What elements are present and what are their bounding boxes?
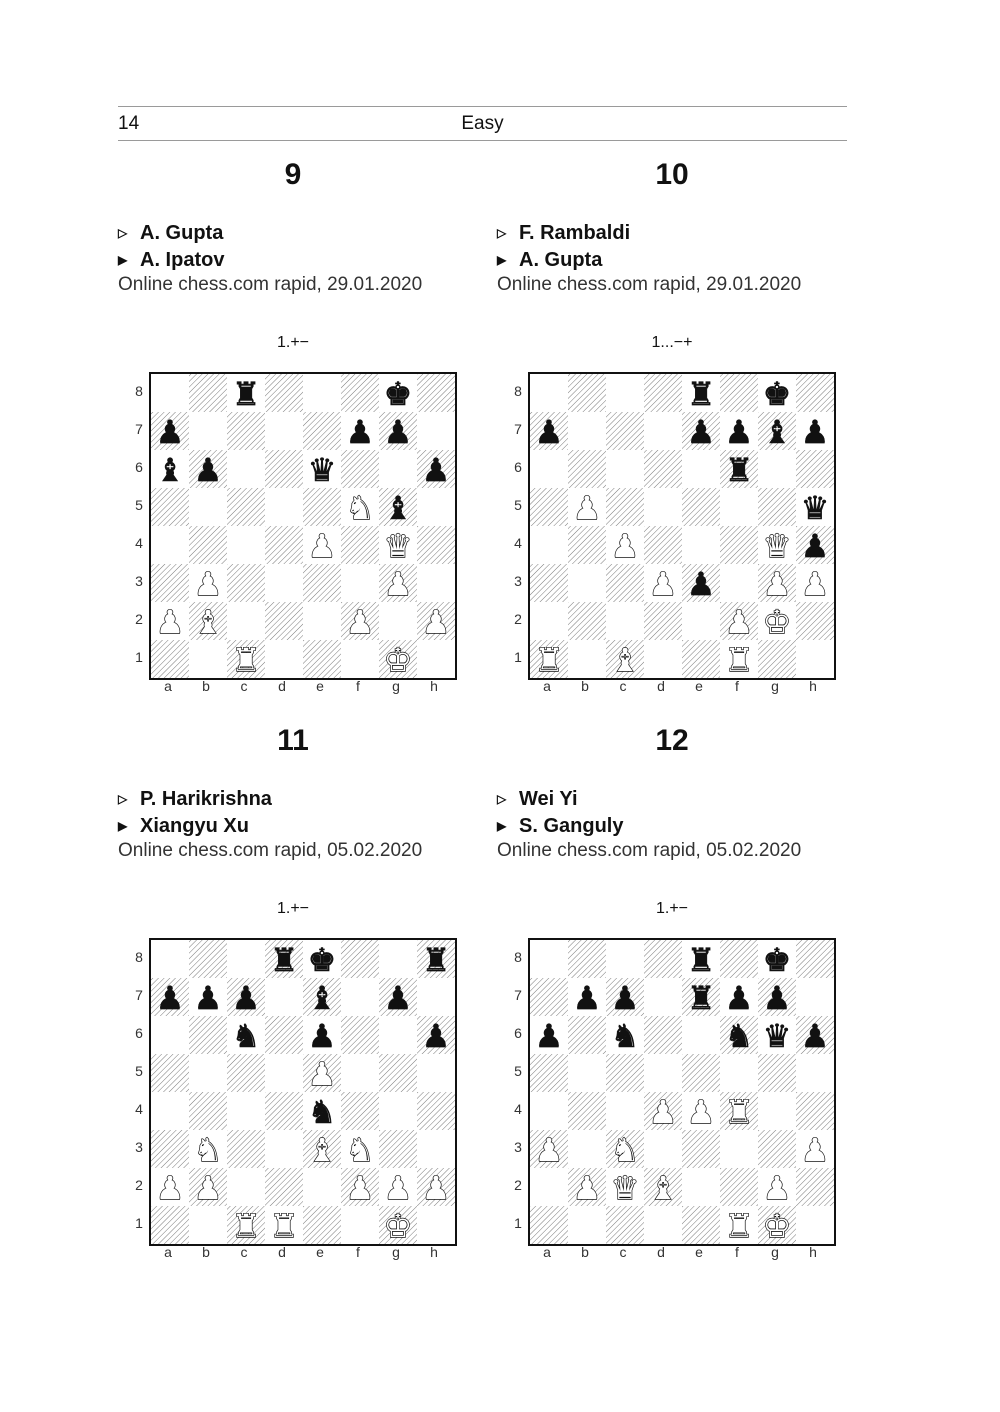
event-info: Online chess.com rapid, 29.01.2020 [497, 274, 802, 295]
dark-square [644, 602, 682, 640]
dark-square [341, 450, 379, 488]
black-knight-icon: ♞ [231, 1017, 261, 1055]
dark-square [682, 1054, 720, 1092]
rank-label: 3 [135, 573, 143, 589]
rank-label: 4 [135, 535, 143, 551]
rank-labels [511, 938, 525, 1242]
black-rook-icon: ♜ [686, 941, 716, 979]
dark-square [796, 450, 834, 488]
dark-square [189, 1092, 227, 1130]
black-pawn-icon: ♟ [345, 413, 375, 451]
rank-label: 4 [514, 1101, 522, 1117]
white-pawn-icon: ♟ [193, 565, 223, 603]
black-triangle-icon: ▶ [497, 253, 507, 267]
event-info: Online chess.com rapid, 05.02.2020 [497, 840, 802, 861]
dark-square [265, 1016, 303, 1054]
rank-label: 7 [135, 987, 143, 1003]
black-rook-icon: ♜ [686, 375, 716, 413]
dark-square [720, 940, 758, 978]
rank-label: 4 [135, 1101, 143, 1117]
rank-label: 5 [135, 1063, 143, 1079]
dark-square [796, 1092, 834, 1130]
white-pawn-icon: ♟ [421, 603, 451, 641]
dark-square [644, 526, 682, 564]
white-bishop-icon: ♝ [648, 1169, 678, 1207]
black-pawn-icon: ♟ [610, 979, 640, 1017]
file-label: f [735, 678, 739, 694]
puzzle-number: 11 [277, 724, 309, 757]
white-king-icon: ♚ [383, 1207, 413, 1244]
dark-square [303, 488, 341, 526]
dark-square [303, 412, 341, 450]
dark-square [644, 1016, 682, 1054]
evaluation: 1...−+ [651, 334, 693, 351]
black-pawn-icon: ♟ [800, 413, 830, 451]
dark-square [151, 1054, 189, 1092]
file-label: d [657, 1244, 665, 1260]
dark-square [644, 374, 682, 412]
white-pawn-icon: ♟ [648, 565, 678, 603]
white-pawn-icon: ♟ [155, 603, 185, 641]
black-bishop-icon: ♝ [762, 413, 792, 451]
file-label: f [735, 1244, 739, 1260]
white-pawn-icon: ♟ [800, 1131, 830, 1169]
white-player-name: P. Harikrishna [140, 788, 272, 810]
rank-label: 8 [135, 383, 143, 399]
black-pawn-icon: ♟ [724, 413, 754, 451]
board-svg [151, 940, 455, 1244]
black-rook-icon: ♜ [686, 979, 716, 1017]
white-pawn-icon: ♟ [421, 1169, 451, 1207]
dark-square [720, 374, 758, 412]
white-knight-icon: ♞ [610, 1131, 640, 1169]
rank-label: 3 [514, 1139, 522, 1155]
dark-square [265, 450, 303, 488]
dark-square [796, 602, 834, 640]
board-svg [530, 374, 834, 678]
dark-square [341, 1092, 379, 1130]
dark-square [682, 1206, 720, 1244]
dark-square [379, 1054, 417, 1092]
dark-square [189, 374, 227, 412]
file-label: d [657, 678, 665, 694]
dark-square [303, 640, 341, 678]
white-pawn-icon: ♟ [572, 1169, 602, 1207]
white-rook-icon: ♜ [724, 1093, 754, 1131]
dark-square [606, 488, 644, 526]
black-player [497, 815, 623, 838]
chess-board [528, 938, 836, 1246]
black-pawn-icon: ♟ [307, 1017, 337, 1055]
rank-label: 7 [135, 421, 143, 437]
black-pawn-icon: ♟ [572, 979, 602, 1017]
dark-square [227, 1130, 265, 1168]
rank-label: 5 [514, 1063, 522, 1079]
puzzle-12 [497, 724, 837, 1260]
white-triangle-icon: ▷ [497, 792, 507, 806]
dark-square [530, 1054, 568, 1092]
dark-square [720, 526, 758, 564]
rank-label: 1 [135, 1215, 143, 1231]
black-pawn-icon: ♟ [800, 527, 830, 565]
dark-square [151, 564, 189, 602]
file-label: e [316, 678, 324, 694]
black-rook-icon: ♜ [724, 451, 754, 489]
white-king-icon: ♚ [383, 641, 413, 678]
white-knight-icon: ♞ [345, 1131, 375, 1169]
white-rook-icon: ♜ [269, 1207, 299, 1244]
black-triangle-icon: ▶ [118, 253, 128, 267]
rank-label: 6 [514, 459, 522, 475]
white-triangle-icon: ▷ [118, 226, 128, 240]
dark-square [644, 940, 682, 978]
file-label: a [543, 678, 551, 694]
rank-label: 6 [514, 1025, 522, 1041]
file-labels [528, 1244, 832, 1260]
black-pawn-icon: ♟ [155, 413, 185, 451]
dark-square [417, 374, 455, 412]
white-pawn-icon: ♟ [383, 1169, 413, 1207]
dark-square [151, 1206, 189, 1244]
rank-labels [132, 938, 146, 1242]
file-label: f [356, 1244, 360, 1260]
white-rook-icon: ♜ [724, 1207, 754, 1244]
puzzle-number: 9 [284, 158, 302, 191]
white-queen-icon: ♛ [762, 527, 792, 565]
dark-square [530, 978, 568, 1016]
black-knight-icon: ♞ [307, 1093, 337, 1131]
white-pawn-icon: ♟ [800, 565, 830, 603]
rank-label: 2 [135, 1177, 143, 1193]
white-triangle-icon: ▷ [497, 226, 507, 240]
dark-square [265, 526, 303, 564]
black-king-icon: ♚ [762, 941, 792, 979]
dark-square [341, 374, 379, 412]
dark-square [682, 1130, 720, 1168]
black-queen-icon: ♛ [307, 451, 337, 489]
dark-square [265, 374, 303, 412]
black-pawn-icon: ♟ [686, 413, 716, 451]
black-pawn-icon: ♟ [421, 451, 451, 489]
dark-square [417, 1092, 455, 1130]
white-pawn-icon: ♟ [572, 489, 602, 527]
dark-square [568, 602, 606, 640]
white-pawn-icon: ♟ [307, 527, 337, 565]
black-pawn-icon: ♟ [193, 451, 223, 489]
dark-square [796, 940, 834, 978]
white-player [497, 788, 578, 811]
chess-board [528, 372, 836, 680]
black-pawn-icon: ♟ [800, 1017, 830, 1055]
dark-square [151, 488, 189, 526]
file-labels [149, 1244, 453, 1260]
black-bishop-icon: ♝ [155, 451, 185, 489]
puzzle-10 [497, 158, 837, 694]
black-player [118, 249, 224, 272]
puzzle-number: 10 [655, 158, 689, 191]
dark-square [758, 1130, 796, 1168]
dark-square [417, 526, 455, 564]
black-pawn-icon: ♟ [762, 979, 792, 1017]
white-knight-icon: ♞ [345, 489, 375, 527]
black-knight-icon: ♞ [610, 1017, 640, 1055]
white-rook-icon: ♜ [534, 641, 564, 678]
rank-label: 6 [135, 459, 143, 475]
black-pawn-icon: ♟ [534, 1017, 564, 1055]
file-label: a [543, 1244, 551, 1260]
dark-square [530, 1206, 568, 1244]
dark-square [189, 1016, 227, 1054]
file-label: c [240, 678, 248, 694]
white-pawn-icon: ♟ [534, 1131, 564, 1169]
white-queen-icon: ♛ [610, 1169, 640, 1207]
rank-labels [132, 372, 146, 676]
white-pawn-icon: ♟ [686, 1093, 716, 1131]
file-label: d [278, 678, 286, 694]
black-knight-icon: ♞ [724, 1017, 754, 1055]
rank-label: 1 [514, 1215, 522, 1231]
dark-square [341, 940, 379, 978]
rank-label: 3 [514, 573, 522, 589]
event-info: Online chess.com rapid, 05.02.2020 [118, 840, 423, 861]
white-rook-icon: ♜ [231, 1207, 261, 1244]
rank-label: 6 [135, 1025, 143, 1041]
rank-label: 3 [135, 1139, 143, 1155]
black-pawn-icon: ♟ [383, 979, 413, 1017]
dark-square [796, 374, 834, 412]
file-label: c [240, 1244, 248, 1260]
white-queen-icon: ♛ [383, 527, 413, 565]
dark-square [796, 1168, 834, 1206]
black-player-name: A. Ipatov [140, 249, 225, 271]
dark-square [227, 564, 265, 602]
file-label: h [809, 678, 817, 694]
black-pawn-icon: ♟ [686, 565, 716, 603]
file-label: b [581, 1244, 589, 1260]
black-queen-icon: ♛ [762, 1017, 792, 1055]
file-label: e [316, 1244, 324, 1260]
dark-square [151, 640, 189, 678]
file-label: c [619, 1244, 627, 1260]
file-label: g [392, 1244, 400, 1260]
dark-square [682, 640, 720, 678]
dark-square [341, 526, 379, 564]
black-triangle-icon: ▶ [118, 819, 128, 833]
rank-label: 1 [514, 649, 522, 665]
white-player [497, 222, 630, 245]
black-player-name: S. Ganguly [519, 815, 624, 837]
rank-label: 2 [514, 611, 522, 627]
board-svg [530, 940, 834, 1244]
white-pawn-icon: ♟ [155, 1169, 185, 1207]
black-bishop-icon: ♝ [383, 489, 413, 527]
white-player [118, 222, 223, 245]
dark-square [758, 488, 796, 526]
header-bottom-rule [118, 140, 847, 141]
dark-square [530, 488, 568, 526]
dark-square [189, 526, 227, 564]
dark-square [758, 640, 796, 678]
white-bishop-icon: ♝ [610, 641, 640, 678]
page-number: 14 [118, 113, 140, 134]
dark-square [568, 940, 606, 978]
dark-square [644, 450, 682, 488]
dark-square [606, 1206, 644, 1244]
white-pawn-icon: ♟ [307, 1055, 337, 1093]
black-pawn-icon: ♟ [193, 979, 223, 1017]
white-player [118, 788, 272, 811]
file-labels [528, 678, 832, 694]
rank-label: 8 [514, 949, 522, 965]
dark-square [379, 1130, 417, 1168]
white-bishop-icon: ♝ [193, 603, 223, 641]
dark-square [568, 1016, 606, 1054]
section-title: Easy [461, 113, 504, 134]
white-rook-icon: ♜ [724, 641, 754, 678]
rank-label: 2 [135, 611, 143, 627]
dark-square [682, 488, 720, 526]
dark-square [720, 1168, 758, 1206]
evaluation: 1.+− [276, 334, 310, 351]
white-pawn-icon: ♟ [762, 1169, 792, 1207]
black-triangle-icon: ▶ [497, 819, 507, 833]
white-king-icon: ♚ [762, 603, 792, 641]
black-pawn-icon: ♟ [421, 1017, 451, 1055]
evaluation: 1.+− [655, 900, 689, 917]
rank-label: 5 [135, 497, 143, 513]
rank-label: 1 [135, 649, 143, 665]
dark-square [303, 564, 341, 602]
rank-label: 2 [514, 1177, 522, 1193]
dark-square [606, 1054, 644, 1092]
file-label: a [164, 678, 172, 694]
header-top-rule [118, 106, 847, 107]
file-label: b [581, 678, 589, 694]
rank-label: 5 [514, 497, 522, 513]
black-pawn-icon: ♟ [534, 413, 564, 451]
file-label: e [695, 1244, 703, 1260]
white-rook-icon: ♜ [231, 641, 261, 678]
puzzle-number: 12 [655, 724, 689, 757]
white-player-name: Wei Yi [519, 788, 578, 810]
rank-labels [511, 372, 525, 676]
dark-square [606, 564, 644, 602]
white-pawn-icon: ♟ [762, 565, 792, 603]
dark-square [227, 488, 265, 526]
file-label: g [392, 678, 400, 694]
file-labels [149, 678, 453, 694]
black-pawn-icon: ♟ [724, 979, 754, 1017]
dark-square [568, 374, 606, 412]
white-knight-icon: ♞ [193, 1131, 223, 1169]
black-pawn-icon: ♟ [231, 979, 261, 1017]
rank-label: 7 [514, 987, 522, 1003]
file-label: g [771, 1244, 779, 1260]
file-label: h [809, 1244, 817, 1260]
rank-label: 8 [514, 383, 522, 399]
dark-square [568, 1092, 606, 1130]
dark-square [341, 1016, 379, 1054]
dark-square [189, 940, 227, 978]
black-king-icon: ♚ [307, 941, 337, 979]
black-player [497, 249, 602, 272]
file-label: h [430, 678, 438, 694]
chess-board [149, 372, 457, 680]
white-pawn-icon: ♟ [383, 565, 413, 603]
event-info: Online chess.com rapid, 29.01.2020 [118, 274, 423, 295]
file-label: c [619, 678, 627, 694]
board-svg [151, 374, 455, 678]
file-label: f [356, 678, 360, 694]
dark-square [265, 602, 303, 640]
dark-square [568, 526, 606, 564]
file-label: e [695, 678, 703, 694]
white-player-name: A. Gupta [140, 222, 224, 244]
file-label: g [771, 678, 779, 694]
file-label: d [278, 1244, 286, 1260]
white-bishop-icon: ♝ [307, 1131, 337, 1169]
evaluation: 1.+− [276, 900, 310, 917]
white-pawn-icon: ♟ [345, 603, 375, 641]
black-pawn-icon: ♟ [155, 979, 185, 1017]
white-pawn-icon: ♟ [345, 1169, 375, 1207]
black-queen-icon: ♛ [800, 489, 830, 527]
dark-square [265, 1168, 303, 1206]
white-triangle-icon: ▷ [118, 792, 128, 806]
black-player-name: Xiangyu Xu [140, 815, 249, 837]
white-pawn-icon: ♟ [193, 1169, 223, 1207]
rank-label: 8 [135, 949, 143, 965]
white-pawn-icon: ♟ [648, 1093, 678, 1131]
black-rook-icon: ♜ [231, 375, 261, 413]
black-king-icon: ♚ [762, 375, 792, 413]
file-label: h [430, 1244, 438, 1260]
dark-square [227, 1054, 265, 1092]
rank-label: 7 [514, 421, 522, 437]
file-label: b [202, 1244, 210, 1260]
white-king-icon: ♚ [762, 1207, 792, 1244]
dark-square [530, 564, 568, 602]
rank-label: 4 [514, 535, 522, 551]
dark-square [227, 412, 265, 450]
dark-square [265, 1092, 303, 1130]
puzzle-9 [118, 158, 458, 694]
file-label: b [202, 678, 210, 694]
black-bishop-icon: ♝ [307, 979, 337, 1017]
dark-square [606, 412, 644, 450]
white-player-name: F. Rambaldi [519, 222, 631, 244]
dark-square [151, 1130, 189, 1168]
white-pawn-icon: ♟ [724, 603, 754, 641]
black-king-icon: ♚ [383, 375, 413, 413]
dark-square [303, 1206, 341, 1244]
black-player-name: A. Gupta [519, 249, 603, 271]
black-player [118, 815, 249, 838]
dark-square [758, 1054, 796, 1092]
chess-board [149, 938, 457, 1246]
black-pawn-icon: ♟ [383, 413, 413, 451]
puzzle-11 [118, 724, 458, 1260]
black-rook-icon: ♜ [421, 941, 451, 979]
black-rook-icon: ♜ [269, 941, 299, 979]
file-label: a [164, 1244, 172, 1260]
dark-square [568, 450, 606, 488]
white-pawn-icon: ♟ [610, 527, 640, 565]
